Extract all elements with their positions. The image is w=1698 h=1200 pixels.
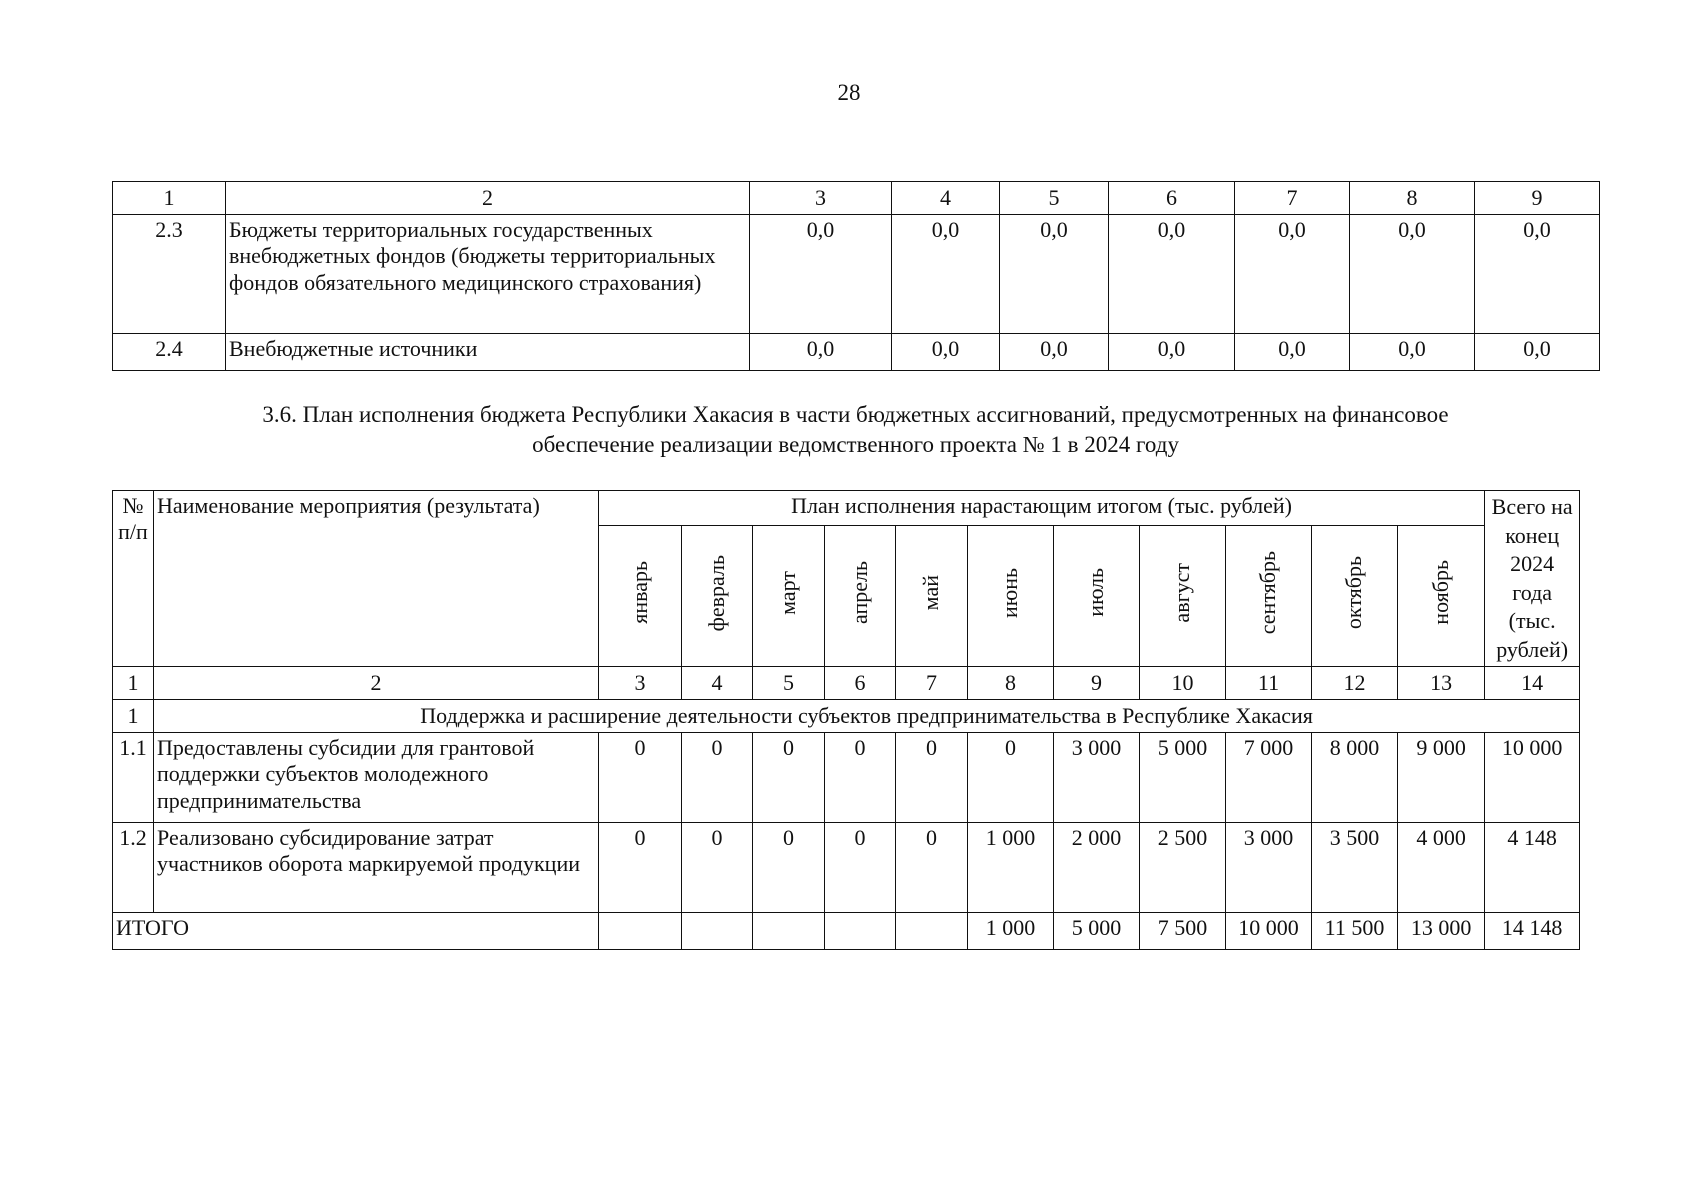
- row-number: 2.4: [113, 334, 226, 371]
- value-cell: 0,0: [892, 334, 1000, 371]
- value-cell: 0: [825, 733, 896, 823]
- value-cell: 4 000: [1398, 823, 1485, 913]
- value-cell: 1 000: [968, 823, 1054, 913]
- section-heading: Поддержка и расширение деятельности субъектов предпринимательства в Республике Хакасия: [154, 700, 1580, 733]
- header-plan: План исполнения нарастающим итогом (тыс. рублей): [599, 491, 1485, 526]
- column-number: 6: [1109, 182, 1235, 215]
- value-cell: 0: [753, 823, 825, 913]
- value-cell: 0,0: [892, 215, 1000, 334]
- month-label: март: [775, 570, 801, 615]
- total-cell: 4 148: [1485, 823, 1580, 913]
- value-cell: 0,0: [1235, 215, 1350, 334]
- row-name: Бюджеты территориальных государственных внебюджетных фондов (бюджеты территориальных фондов обязательного медицинского страхования): [226, 215, 750, 334]
- value-cell: 0,0: [1235, 334, 1350, 371]
- value-cell: 0: [896, 733, 968, 823]
- column-number: 5: [1000, 182, 1109, 215]
- column-number: 3: [599, 667, 682, 700]
- value-cell: 3 000: [1226, 823, 1312, 913]
- column-number: 14: [1485, 667, 1580, 700]
- table-row: [113, 215, 1600, 334]
- value-cell: 3 500: [1312, 823, 1398, 913]
- value-cell: 0,0: [1475, 334, 1600, 371]
- section-title-line: обеспечение реализации ведомственного проекта № 1 в 2024 году: [532, 432, 1179, 457]
- value-cell: 0,0: [1000, 334, 1109, 371]
- month-header: [753, 526, 825, 667]
- value-cell: 2 000: [1054, 823, 1140, 913]
- value-cell: 7 000: [1226, 733, 1312, 823]
- column-number: 1: [113, 667, 154, 700]
- value-cell: 10 000: [1226, 913, 1312, 950]
- section-title-line: 3.6. План исполнения бюджета Республики Хакасия в части бюджетных ассигнований, предусмотренных на финансовое: [262, 402, 1449, 427]
- column-number: 7: [1235, 182, 1350, 215]
- month-header: [968, 526, 1054, 667]
- month-label: январь: [626, 561, 652, 625]
- header-name: Наименование мероприятия (результата): [154, 491, 599, 667]
- value-cell: 11 500: [1312, 913, 1398, 950]
- value-cell: 7 500: [1140, 913, 1226, 950]
- value-cell: [599, 913, 682, 950]
- value-cell: 0: [825, 823, 896, 913]
- month-header: [896, 526, 968, 667]
- month-header: [599, 526, 682, 667]
- month-label: июль: [1083, 568, 1109, 618]
- month-label: февраль: [703, 554, 729, 631]
- month-label: август: [1169, 563, 1195, 623]
- row-name: Предоставлены субсидии для грантовой поддержки субъектов молодежного предпринимательства: [154, 733, 599, 823]
- month-header: [1054, 526, 1140, 667]
- month-header: [1140, 526, 1226, 667]
- row-number: 2.3: [113, 215, 226, 334]
- section-number: 1: [113, 700, 154, 733]
- value-cell: 1 000: [968, 913, 1054, 950]
- table-row: [113, 334, 1600, 371]
- column-number: 5: [753, 667, 825, 700]
- month-label: сентябрь: [1255, 551, 1281, 635]
- month-label: апрель: [846, 561, 872, 625]
- table-row: [113, 823, 1580, 913]
- row-name: Внебюджетные источники: [226, 334, 750, 371]
- header-row: [113, 491, 1580, 526]
- value-cell: 0: [753, 733, 825, 823]
- value-cell: 5 000: [1054, 913, 1140, 950]
- value-cell: 0,0: [1475, 215, 1600, 334]
- column-number-row: [113, 667, 1580, 700]
- column-number: 2: [154, 667, 599, 700]
- column-number: 8: [968, 667, 1054, 700]
- value-cell: [753, 913, 825, 950]
- total-cell: 10 000: [1485, 733, 1580, 823]
- header-number: № п/п: [113, 491, 154, 667]
- month-label: июнь: [997, 567, 1023, 618]
- section-title: [112, 400, 1599, 460]
- value-cell: 13 000: [1398, 913, 1485, 950]
- column-number: 4: [682, 667, 753, 700]
- column-number: 10: [1140, 667, 1226, 700]
- column-number: 8: [1350, 182, 1475, 215]
- header-total: Всего на конец 2024 года (тыс. рублей): [1485, 491, 1580, 667]
- value-cell: 0,0: [1109, 334, 1235, 371]
- month-header: [682, 526, 753, 667]
- column-number: 12: [1312, 667, 1398, 700]
- value-cell: 9 000: [1398, 733, 1485, 823]
- total-label: ИТОГО: [113, 913, 599, 950]
- column-number-row: [113, 182, 1600, 215]
- row-name: Реализовано субсидирование затрат участников оборота маркируемой продукции: [154, 823, 599, 913]
- value-cell: 3 000: [1054, 733, 1140, 823]
- column-number: 11: [1226, 667, 1312, 700]
- value-cell: 0,0: [750, 334, 892, 371]
- row-number: 1.1: [113, 733, 154, 823]
- row-number: 1.2: [113, 823, 154, 913]
- month-header: [1398, 526, 1485, 667]
- column-number: 9: [1475, 182, 1600, 215]
- value-cell: 0,0: [1350, 334, 1475, 371]
- value-cell: 0: [599, 733, 682, 823]
- value-cell: 0,0: [1109, 215, 1235, 334]
- total-cell: 14 148: [1485, 913, 1580, 950]
- month-header: [1226, 526, 1312, 667]
- page-number: 28: [837, 80, 861, 105]
- value-cell: 0: [896, 823, 968, 913]
- value-cell: 0: [682, 733, 753, 823]
- table-row: [113, 733, 1580, 823]
- value-cell: 2 500: [1140, 823, 1226, 913]
- total-row: [113, 913, 1580, 950]
- monthly-plan-table: [112, 490, 1580, 950]
- month-header: [825, 526, 896, 667]
- column-number: 2: [226, 182, 750, 215]
- value-cell: 0: [968, 733, 1054, 823]
- month-label: октябрь: [1341, 556, 1367, 630]
- value-cell: 0: [599, 823, 682, 913]
- section-row: [113, 700, 1580, 733]
- column-number: 9: [1054, 667, 1140, 700]
- column-number: 13: [1398, 667, 1485, 700]
- column-number: 7: [896, 667, 968, 700]
- value-cell: [825, 913, 896, 950]
- month-header: [1312, 526, 1398, 667]
- value-cell: 8 000: [1312, 733, 1398, 823]
- value-cell: 0: [682, 823, 753, 913]
- value-cell: 0,0: [1000, 215, 1109, 334]
- value-cell: [682, 913, 753, 950]
- column-number: 4: [892, 182, 1000, 215]
- value-cell: 0,0: [750, 215, 892, 334]
- value-cell: 0,0: [1350, 215, 1475, 334]
- column-number: 1: [113, 182, 226, 215]
- value-cell: [896, 913, 968, 950]
- column-number: 3: [750, 182, 892, 215]
- value-cell: 5 000: [1140, 733, 1226, 823]
- budget-sources-table: [112, 181, 1600, 371]
- month-label: май: [918, 575, 944, 611]
- month-label: ноябрь: [1427, 560, 1453, 626]
- column-number: 6: [825, 667, 896, 700]
